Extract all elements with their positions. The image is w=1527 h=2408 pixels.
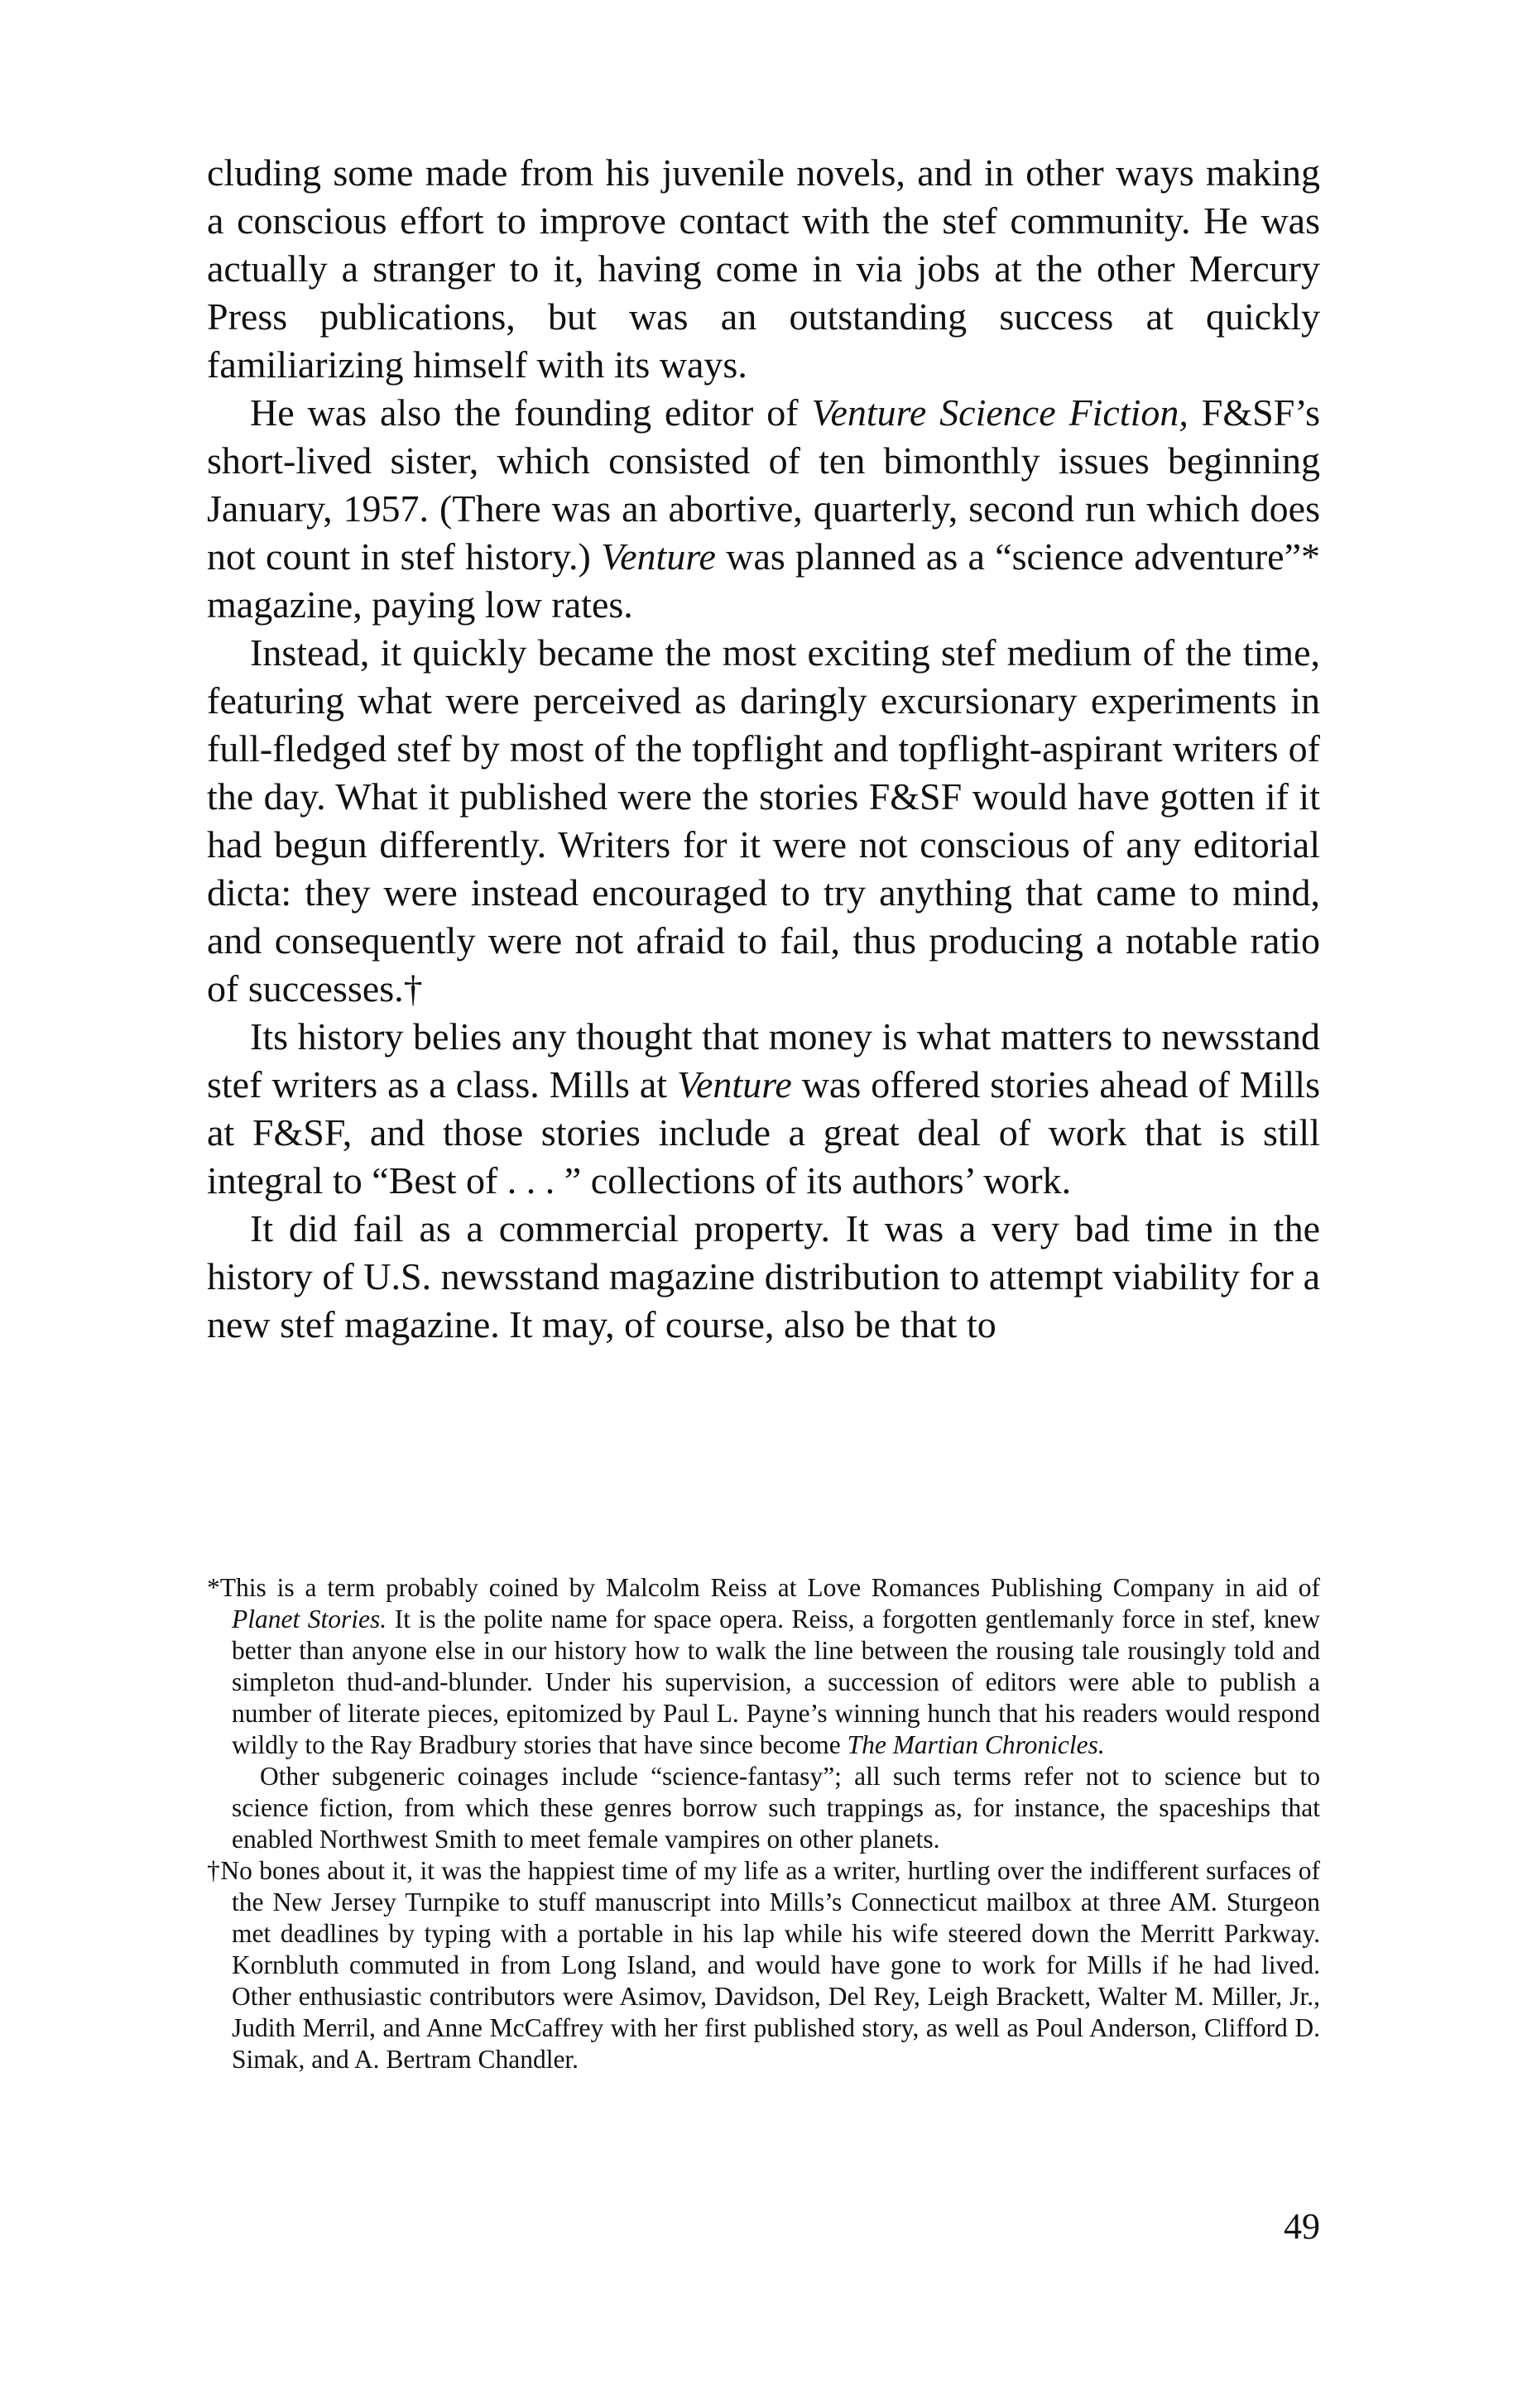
footnote-asterisk: *This is a term probably coined by Malcolm Reiss at Love Romances Publishing Company in aid of Planet Stories. It is the polite name for space opera. Reiss, a forgotten gentlemanly force in stef, knew better than anyone else in our history how to walk the line between the rousing tale rousingly told and simpleton thud-and-blunder. Under his supervision, a succession of editors were able to publish a number of literate pieces, epitomized by Paul L. Payne’s winning hunch that his readers would respond wildly to the Ray Bradbury stories that have since become The Martian Chronicles. <box>207 1573 1321 1759</box>
italic-title: Venture Science Fiction, <box>811 391 1188 434</box>
paragraph-2: He was also the founding editor of Venture Science Fiction, F&SF’s short-lived sister, which consisted of ten bimonthly issues beginning January, 1957. (There was an abortive, quarterly, second run which does not count in stef history.) Venture was planned as a “science adventure”* magazine, paying low rates. <box>207 391 1320 626</box>
paragraph-3: Instead, it quickly became the most exciting stef medium of the time, featuring what were perceived as daringly excursionary experiments in full-fledged stef by most of the topflight and topflight-aspirant writers of the day. What it published were the stories F&SF would have gotten if it had begun differently. Writers for it were not conscious of any editorial dicta: they were instead encouraged to try anything that came to mind, and consequently were not afraid to fail, thus producing a notable ratio of successes.† <box>207 631 1320 1010</box>
body-text <box>207 149 1320 1349</box>
italic-title: Venture <box>677 1063 792 1106</box>
page <box>207 149 1321 2247</box>
footnote-dagger: †No bones about it, it was the happiest time of my life as a writer, hurtling over the indifferent surfaces of the New Jersey Turnpike to stuff manuscript into Mills’s Connecticut mailbox at three AM. Sturgeon met deadlines by typing with a portable in his lap while his wife steered down the Merritt Parkway. Kornbluth commuted in from Long Island, and would have gone to work for Mills if he had lived. Other enthusiastic contributors were Asimov, Davidson, Del Rey, Leigh Brackett, Walter M. Miller, Jr., Judith Merril, and Anne McCaffrey with her first published story, as well as Poul Anderson, Clifford D. Simak, and A. Bertram Chandler. <box>207 1856 1320 2074</box>
paragraph-4: Its history belies any thought that money is what matters to newsstand stef writers as a class. Mills at Venture was offered stories ahead of Mills at F&SF, and those stories include a great deal of work that is still integral to “Best of . . . ” collections of its authors’ work. <box>207 1015 1320 1202</box>
page-number: 49 <box>1284 2206 1320 2247</box>
footnote-asterisk-continued: Other subgeneric coinages include “science-fantasy”; all such terms refer not to science but to science fiction, from which these genres borrow such trappings as, for instance, the spaceships that enabled Northwest Smith to meet female vampires on other planets. <box>232 1762 1320 1854</box>
italic-title: Venture <box>601 535 716 578</box>
paragraph-1: cluding some made from his juvenile novels, and in other ways making a conscious effort to improve contact with the stef community. He was actually a stranger to it, having come in via jobs at the other Mercury Press publications, but was an outstanding success at quickly familiarizing himself with its ways. <box>207 151 1320 386</box>
paragraph-5: It did fail as a commercial property. It was a very bad time in the history of U.S. newsstand magazine distribution to attempt viability for a new stef magazine. It may, of course, also be that to <box>207 1207 1320 1346</box>
footnotes <box>207 1572 1320 2075</box>
